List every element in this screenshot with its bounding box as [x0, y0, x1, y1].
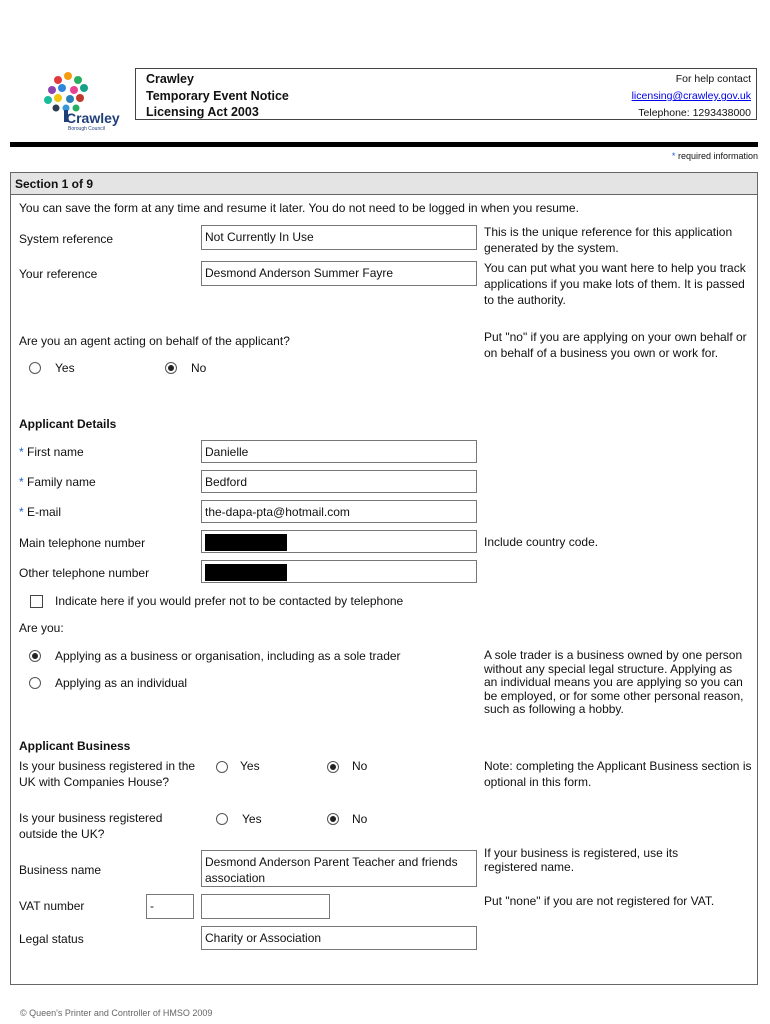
companies-house-no-radio[interactable]	[327, 761, 339, 773]
no-phone-contact-checkbox[interactable]	[30, 595, 43, 608]
first-name-label: * First name	[19, 445, 84, 459]
companies-house-yes-label: Yes	[240, 759, 260, 773]
vat-number-field[interactable]	[201, 894, 330, 919]
your-reference-field[interactable]: Desmond Anderson Summer Fayre	[201, 261, 477, 286]
main-phone-field[interactable]	[201, 530, 477, 553]
family-name-field[interactable]: Bedford	[201, 470, 477, 493]
agent-no-label: No	[191, 361, 207, 375]
agent-yes-label: Yes	[55, 361, 75, 375]
your-reference-help: You can put what you want here to help you track applications if you make lots of them. It is passed to the authority.	[484, 261, 746, 307]
help-telephone: Telephone: 1293438000	[638, 107, 751, 119]
required-note: * required information	[671, 151, 758, 161]
section-title: Section 1 of 9	[10, 172, 758, 195]
outside-uk-yes-label: Yes	[242, 812, 262, 826]
applicant-details-heading: Applicant Details	[19, 417, 117, 431]
redacted-block	[205, 534, 287, 551]
applicant-type-help: A sole trader is a business owned by one person without any special legal structure. Applying as an individual means you are applying so you can be employed, or for some other personal reason, such as following a hobby.	[484, 648, 744, 716]
companies-house-no-label: No	[352, 759, 368, 773]
system-reference-help: This is the unique reference for this application generated by the system.	[484, 225, 733, 255]
help-email-link[interactable]: licensing@crawley.gov.uk	[631, 90, 751, 102]
agent-yes-radio[interactable]	[29, 362, 41, 374]
companies-house-question: Is your business registered in the UK with Companies House?	[19, 759, 196, 789]
form-title: Temporary Event Notice	[146, 88, 289, 103]
logo-text: Crawley	[66, 110, 120, 126]
other-phone-field[interactable]	[201, 560, 477, 583]
vat-help: Put "none" if you are not registered for VAT.	[484, 894, 715, 908]
header-divider	[10, 142, 758, 147]
family-name-label: * Family name	[19, 475, 96, 489]
other-phone-label: Other telephone number	[19, 566, 150, 580]
redacted-block	[205, 564, 287, 581]
vat-prefix-field[interactable]: -	[146, 894, 194, 919]
applicant-type-business-label: Applying as a business or organisation, including as a sole trader	[55, 649, 401, 663]
first-name-field[interactable]: Danielle	[201, 440, 477, 463]
agent-question: Are you an agent acting on behalf of the applicant?	[19, 334, 290, 348]
agent-no-radio[interactable]	[165, 362, 177, 374]
business-name-field[interactable]: Desmond Anderson Parent Teacher and friends association	[201, 850, 477, 887]
business-name-help: If your business is registered, use its registered name.	[484, 846, 679, 874]
legal-status-field[interactable]: Charity or Association	[201, 926, 477, 950]
are-you-label: Are you:	[19, 621, 64, 635]
logo-subtext: Borough Council	[68, 126, 105, 132]
no-phone-contact-label: Indicate here if you would prefer not to be contacted by telephone	[55, 594, 404, 608]
section-intro: You can save the form at any time and resume it later. You do not need to be logged in when you resume.	[19, 201, 579, 215]
help-label: For help contact	[675, 73, 751, 85]
system-reference-label: System reference	[19, 232, 114, 246]
companies-house-help: Note: completing the Applicant Business section is optional in this form.	[484, 759, 752, 789]
email-field[interactable]: the-dapa-pta@hotmail.com	[201, 500, 477, 523]
outside-uk-yes-radio[interactable]	[216, 813, 228, 825]
form-header	[135, 68, 757, 120]
outside-uk-no-label: No	[352, 812, 368, 826]
vat-number-label: VAT number	[19, 899, 85, 913]
legal-status-label: Legal status	[19, 932, 84, 946]
copyright-footer: © Queen's Printer and Controller of HMSO 2009	[20, 1008, 213, 1018]
council-logo	[30, 68, 130, 138]
agent-help: Put "no" if you are applying on your own behalf or on behalf of a business you own or work for.	[484, 330, 747, 360]
council-name: Crawley	[146, 72, 194, 86]
act-name: Licensing Act 2003	[146, 105, 259, 119]
business-name-label: Business name	[19, 863, 102, 877]
email-label: * E-mail	[19, 505, 62, 519]
companies-house-yes-radio[interactable]	[216, 761, 228, 773]
main-phone-help: Include country code.	[484, 535, 599, 549]
main-phone-label: Main telephone number	[19, 536, 146, 550]
your-reference-label: Your reference	[19, 267, 98, 281]
applicant-type-individual-label: Applying as an individual	[55, 676, 188, 690]
outside-uk-no-radio[interactable]	[327, 813, 339, 825]
applicant-business-heading: Applicant Business	[19, 739, 131, 753]
applicant-type-business-radio[interactable]	[29, 650, 41, 662]
outside-uk-question: Is your business registered outside the UK?	[19, 811, 163, 841]
applicant-type-individual-radio[interactable]	[29, 677, 41, 689]
system-reference-field[interactable]: Not Currently In Use	[201, 225, 477, 250]
